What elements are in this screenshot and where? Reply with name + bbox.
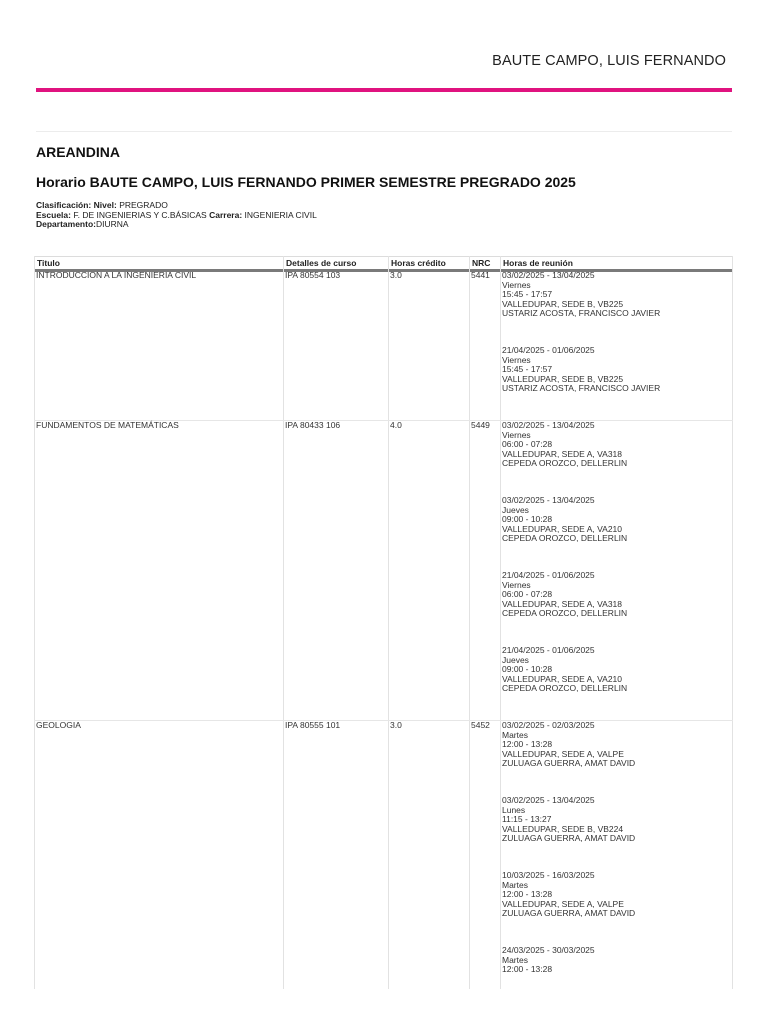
departamento-label: Departamento: bbox=[36, 219, 96, 229]
cell-horas: 4.0 bbox=[390, 420, 402, 430]
accent-bar bbox=[36, 88, 732, 92]
meeting-docente: CEPEDA OROZCO, DELLERLIN bbox=[502, 458, 628, 469]
meeting-docente: USTARIZ ACOSTA, FRANCISCO JAVIER bbox=[502, 308, 661, 319]
header-nrc: NRC bbox=[472, 258, 491, 268]
meeting-hora: 11:15 - 13:27 bbox=[502, 814, 552, 825]
meeting-hora: 12:00 - 13:28 bbox=[502, 739, 553, 750]
meeting-hora: 15:45 - 17:57 bbox=[502, 364, 553, 375]
column-divider bbox=[34, 256, 35, 989]
meeting-fechas: 03/02/2025 - 13/04/2025 bbox=[502, 495, 595, 505]
meeting-dia: Viernes bbox=[502, 354, 531, 365]
meeting-block bbox=[502, 946, 595, 975]
meeting-block bbox=[502, 646, 627, 694]
meeting-block bbox=[502, 571, 627, 619]
meeting-hora: 12:00 - 13:28 bbox=[502, 964, 553, 975]
meeting-lugar: VALLEDUPAR, SEDE A, VA318 bbox=[502, 448, 623, 459]
cell-detalles: IPA 80433 106 bbox=[285, 420, 341, 430]
meeting-fechas: 03/02/2025 - 13/04/2025 bbox=[502, 795, 595, 805]
meeting-fechas: 24/03/2025 - 30/03/2025 bbox=[502, 945, 595, 955]
cell-detalles: IPA 80555 101 bbox=[285, 720, 341, 730]
meeting-docente: CEPEDA OROZCO, DELLERLIN bbox=[502, 533, 628, 544]
meeting-dia: Martes bbox=[502, 879, 528, 890]
schedule-title: Horario BAUTE CAMPO, LUIS FERNANDO PRIMER SEMESTRE PREGRADO 2025 bbox=[36, 174, 576, 190]
meeting-docente: CEPEDA OROZCO, DELLERLIN bbox=[502, 683, 628, 694]
meeting-hora: 15:45 - 17:57 bbox=[502, 289, 553, 300]
cell-titulo: FUNDAMENTOS DE MATEMÁTICAS bbox=[36, 420, 179, 430]
meeting-block bbox=[502, 721, 635, 769]
cell-horas: 3.0 bbox=[390, 270, 402, 280]
meeting-block bbox=[502, 796, 635, 844]
meeting-hora: 09:00 - 10:28 bbox=[502, 514, 553, 525]
meeting-fechas: 21/04/2025 - 01/06/2025 bbox=[502, 570, 595, 580]
cell-titulo: INTRODUCCION A LA INGENIERIA CIVIL bbox=[36, 270, 197, 280]
meeting-fechas: 21/04/2025 - 01/06/2025 bbox=[502, 645, 595, 655]
meeting-dia: Viernes bbox=[502, 429, 531, 440]
meeting-lugar: VALLEDUPAR, SEDE A, VA318 bbox=[502, 598, 623, 609]
meeting-fechas: 03/02/2025 - 02/03/2025 bbox=[502, 720, 595, 730]
column-divider bbox=[500, 256, 501, 989]
header-titulo: Titulo bbox=[37, 258, 60, 268]
meeting-lugar: VALLEDUPAR, SEDE A, VA210 bbox=[502, 523, 623, 534]
meeting-block bbox=[502, 871, 635, 919]
column-divider bbox=[283, 256, 284, 989]
meeting-dia: Martes bbox=[502, 729, 528, 740]
meeting-fechas: 03/02/2025 - 13/04/2025 bbox=[502, 270, 595, 280]
meeting-block bbox=[502, 496, 627, 544]
column-divider bbox=[732, 256, 733, 989]
cell-nrc: 5449 bbox=[471, 420, 490, 430]
meeting-docente: ZULUAGA GUERRA, AMAT DAVID bbox=[502, 833, 636, 844]
cell-titulo: GEOLOGIA bbox=[36, 720, 81, 730]
clasificacion-label: Clasificación: bbox=[36, 200, 92, 210]
meeting-lugar: VALLEDUPAR, SEDE B, VB224 bbox=[502, 823, 624, 834]
meeting-fechas: 21/04/2025 - 01/06/2025 bbox=[502, 345, 595, 355]
student-meta bbox=[36, 201, 317, 230]
carrera-label: Carrera: bbox=[209, 209, 243, 220]
header-detalles: Detalles de curso bbox=[286, 258, 357, 268]
nivel-value: PREGRADO bbox=[119, 200, 168, 210]
meeting-lugar: VALLEDUPAR, SEDE A, VALPE bbox=[502, 748, 624, 759]
meeting-fechas: 10/03/2025 - 16/03/2025 bbox=[502, 870, 595, 880]
column-divider bbox=[469, 256, 470, 989]
meeting-block bbox=[502, 421, 627, 469]
meeting-hora: 09:00 - 10:28 bbox=[502, 664, 553, 675]
meeting-lugar: VALLEDUPAR, SEDE B, VB225 bbox=[502, 298, 624, 309]
cell-detalles: IPA 80554 103 bbox=[285, 270, 341, 280]
meeting-dia: Jueves bbox=[502, 504, 529, 515]
header-reunion: Horas de reunión bbox=[503, 258, 573, 268]
column-divider bbox=[388, 256, 389, 989]
cell-horas: 3.0 bbox=[390, 720, 402, 730]
meeting-dia: Martes bbox=[502, 954, 528, 965]
escuela-value: F. DE INGENIERIAS Y C.BÁSICAS bbox=[73, 209, 207, 220]
meeting-block bbox=[502, 271, 660, 319]
meeting-dia: Lunes bbox=[502, 804, 526, 815]
meeting-docente: ZULUAGA GUERRA, AMAT DAVID bbox=[502, 758, 636, 769]
meeting-hora: 06:00 - 07:28 bbox=[502, 589, 553, 600]
divider bbox=[36, 131, 732, 132]
meeting-docente: CEPEDA OROZCO, DELLERLIN bbox=[502, 608, 628, 619]
departamento-value: DIURNA bbox=[95, 219, 129, 229]
cell-nrc: 5441 bbox=[471, 270, 490, 280]
meeting-dia: Jueves bbox=[502, 654, 529, 665]
meeting-lugar: VALLEDUPAR, SEDE A, VALPE bbox=[502, 898, 624, 909]
meta-line-department bbox=[36, 220, 317, 230]
meeting-lugar: VALLEDUPAR, SEDE A, VA210 bbox=[502, 673, 623, 684]
meeting-block bbox=[502, 346, 660, 394]
escuela-label: Escuela: bbox=[36, 209, 71, 220]
meeting-docente: ZULUAGA GUERRA, AMAT DAVID bbox=[502, 908, 636, 919]
cell-nrc: 5452 bbox=[471, 720, 490, 730]
nivel-label: Nivel: bbox=[93, 200, 117, 210]
meeting-dia: Viernes bbox=[502, 279, 531, 290]
meeting-lugar: VALLEDUPAR, SEDE B, VB225 bbox=[502, 373, 624, 384]
carrera-value: INGENIERIA CIVIL bbox=[244, 209, 317, 220]
meeting-docente: USTARIZ ACOSTA, FRANCISCO JAVIER bbox=[502, 383, 661, 394]
meeting-fechas: 03/02/2025 - 13/04/2025 bbox=[502, 420, 595, 430]
schedule-table bbox=[34, 256, 733, 989]
meeting-hora: 06:00 - 07:28 bbox=[502, 439, 553, 450]
meeting-dia: Viernes bbox=[502, 579, 531, 590]
student-name-header: BAUTE CAMPO, LUIS FERNANDO bbox=[492, 53, 726, 69]
institution-name: AREANDINA bbox=[36, 144, 120, 160]
meeting-hora: 12:00 - 13:28 bbox=[502, 889, 553, 900]
header-horas: Horas crédito bbox=[391, 258, 446, 268]
